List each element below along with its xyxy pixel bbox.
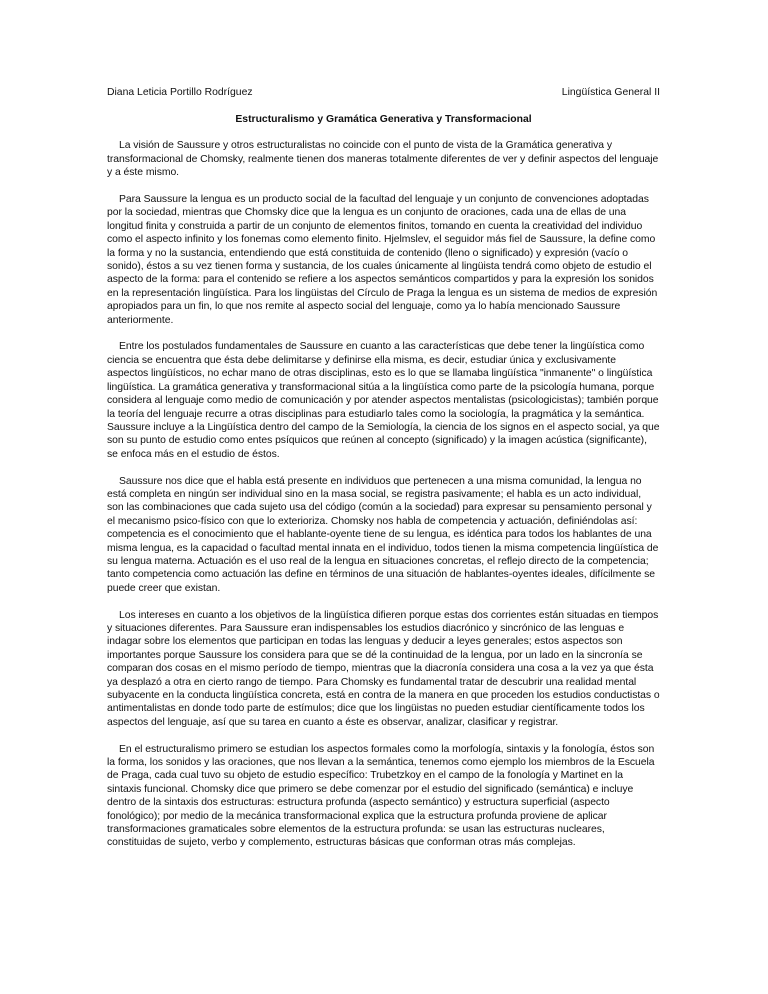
paragraph-6: En el estructuralismo primero se estudian los aspectos formales como la morfología, sintaxis y la fonología, éstos son la forma, los sonidos y las oraciones, que nos llevan a la semántica, tenemos como ejemplo los miembros de la Escuela de Praga, cada cual tuvo su objeto de estudio específico: Trubetzkoy en el campo de la fonología y Martinet en la sintaxis funcional. Chomsky dice que primero se debe comenzar por el estudio del significado (semántica) e incluye dentro de la sintaxis dos estructuras: estructura profunda (aspecto semántico) y estructura superficial (aspecto fonológico); por medio de la mecánica transformacional explica que la estructura profunda proviene de aplicar transformaciones gramaticales sobre elementos de la estructura profunda: se usan las estructuras nucleares, constituidas de sujeto, verbo y complemento, estructuras básicas que conforman otras más complejas. [107,743,655,849]
paragraph-4: Saussure nos dice que el habla está presente en individuos que pertenecen a una misma comunidad, la lengua no está completa en ningún ser individual sino en la masa social, se registra pasivamente; el habla es un acto individual, son las combinaciones que cada sujeto usa del código (común a la sociedad) para expresar su pensamiento personal y el mecanismo psico-físico con que lo exterioriza. Chomsky nos habla de competencia y actuación, definiéndolas así: competencia es el conocimiento que el hablante-oyente tiene de su lengua, es idéntica para todos los hablantes de una misma lengua, es la capacidad o facultad mental innata en el individuo, todos tienen la misma competencia lingüística de su lengua materna. Actuación es el uso real de la lengua en situaciones concretas, el reflejo directo de la competencia; tanto competencia como actuación las define en términos de una situación de hablantes-oyentes ideales, difícilmente se puede creer que existan. [107,475,659,594]
author-name: Diana Leticia Portillo Rodríguez [107,87,253,98]
course-name: Lingüística General II [561,87,660,98]
document-header [107,86,660,100]
document-page [107,86,660,863]
paragraph-5: Los intereses en cuanto a los objetivos de la lingüística difieren porque estas dos corrientes están situadas en tiempos y situaciones diferentes. Para Saussure eran indispensables los estudios diacrónico y sincrónico de las lenguas e indagar sobre los elementos que participan en todas las lenguas y deducir a leyes generales; estos aspectos son importantes porque Saussure los considera para que se dé la continuidad de la lengua, por un lado en la sincronía se comparan dos cosas en el mismo período de tiempo, mientras que la diacronía considera una cosa a la vez ya que ésta ya desplazó a otra en cierto rango de tiempo. Para Chomsky es fundamental tratar de descubrir una realidad mental subyacente en la conducta lingüística concreta, está en contra de la manera en que proceden los estudios conductistas o antimentalistas en donde todo parte de estímulos; dice que los lingüistas no pueden estudiar científicamente todos los aspectos del lenguaje, así que su tarea en cuanto a éste es observar, analizar, clasificar y registrar. [107,609,660,728]
paragraph-1: La visión de Saussure y otros estructuralistas no coincide con el punto de vista de la Gramática generativa y transformacional de Chomsky, realmente tienen dos maneras totalmente diferentes de ver y definir aspectos del lenguaje y a éste mismo. [107,140,659,179]
document-title: Estructuralismo y Gramática Generativa y Transformacional [235,114,532,125]
paragraph-3: Entre los postulados fundamentales de Saussure en cuanto a las características que debe tener la lingüística como ciencia se encuentra que ésta debe delimitarse y definirse ella misma, es decir, estudiar única y exclusivamente aspectos lingüísticos, no echar mano de otras disciplinas, esto es lo que se llamaba lingüística "inmanente" o lingüística lingüística. La gramática generativa y transformacional sitúa a la lingüística como parte de la psicología humana, porque considera al lenguaje como medio de comunicación y por atender aspectos mentalistas (psicologicistas); también porque la teoría del lenguaje recurre a otras disciplinas para estudiarlo tales como la sociología, la pragmática y la semántica. Saussure incluye a la Lingüística dentro del campo de la Semiología, la ciencia de los signos en el aspecto social, ya que son su punto de estudio como entes psíquicos que reúnen al concepto (significado) y la imagen acústica (significante), se enfoca más en el estudio de éstos. [107,341,660,460]
paragraph-2: Para Saussure la lengua es un producto social de la facultad del lenguaje y un conjunto de convenciones adoptadas por la sociedad, mientras que Chomsky dice que la lengua es un conjunto de oraciones, cada una de ellas de una longitud finita y construida a partir de un conjunto de elementos finitos, tomando en cuenta la creatividad del individuo como el aspecto infinito y los fonemas como elemento finito. Hjelmslev, el seguidor más fiel de Saussure, la define como la forma y no la sustancia, entendiendo que está constituida de contenido (lleno o significado) y expresión (vacío o sonido), éstos a su vez tienen forma y sustancia, de los cuales únicamente al lingüista tendrá como objeto de estudio el aspecto de la forma: para el contenido se refiere a los aspectos semánticos compartidos y para la expresión los sonidos en la representación lingüística. Para los lingüistas del Círculo de Praga la lengua es un sistema de medios de expresión apropiados para un fin, lo que nos remite al aspecto social del lenguaje, como ya lo había mencionado Saussure anteriormente. [107,194,658,326]
